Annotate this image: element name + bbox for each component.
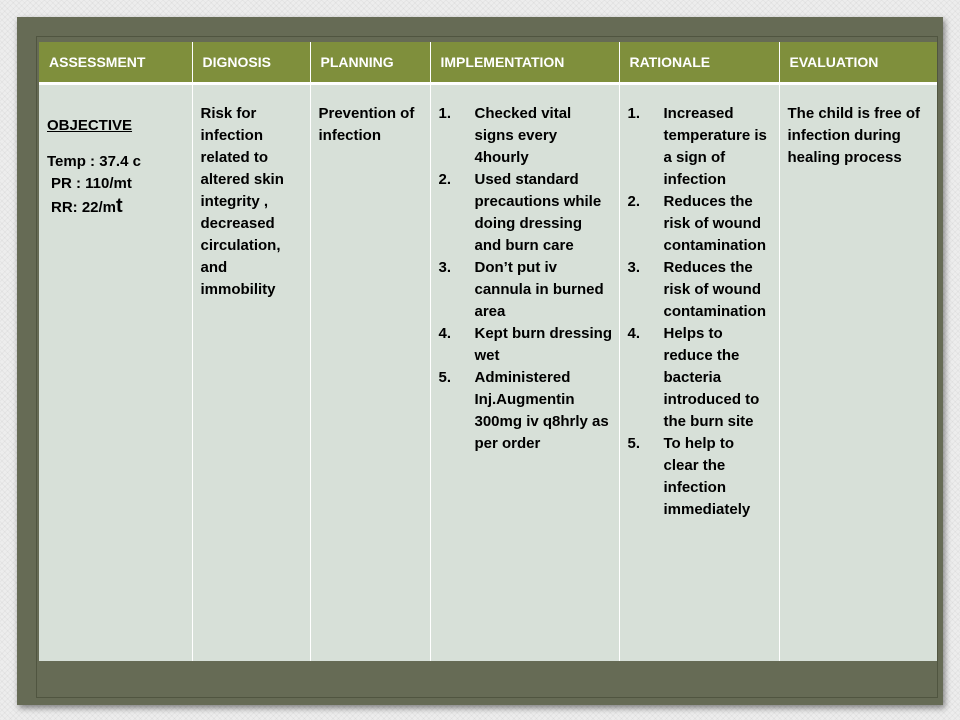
implementation-cell (430, 84, 619, 662)
table-row (39, 84, 937, 662)
list-item (628, 433, 773, 521)
vital-rr-suffix: t (116, 195, 123, 217)
list-item (628, 323, 773, 433)
list-number: 3. (438, 259, 452, 276)
list-item (439, 323, 613, 367)
header-rationale: RATIONALE (619, 42, 779, 84)
list-number: 5. (438, 369, 452, 386)
vital-rr (47, 195, 186, 219)
vital-temp: Temp : 37.4 c (47, 153, 141, 170)
implementation-list (439, 103, 613, 455)
list-text: Helps to reduce the bacteria introduced to the burn site (663, 325, 760, 430)
list-item (439, 257, 613, 323)
rationale-cell (619, 84, 779, 662)
vital-pr: PR : 110/mt (51, 175, 132, 192)
evaluation-cell: The child is free of infection during healing process (779, 84, 937, 662)
list-text: To help to clear the infection immediately (663, 435, 751, 518)
header-row (39, 42, 937, 84)
list-number: 2. (438, 171, 452, 188)
assessment-cell (39, 84, 192, 662)
diagnosis-cell: Risk for infection related to altered skin integrity , decreased circulation, and immobility (192, 84, 310, 662)
list-text: Used standard precautions while doing dressing and burn care (474, 171, 602, 254)
list-number: 4. (438, 325, 452, 342)
list-number: 3. (627, 259, 641, 276)
list-item (439, 169, 613, 257)
list-number: 1. (438, 105, 452, 122)
planning-cell: Prevention of infection (310, 84, 430, 662)
list-item (628, 103, 773, 191)
list-text: Administered Inj.Augmentin 300mg iv q8hrly as per order (474, 369, 609, 452)
list-text: Don’t put iv cannula in burned area (474, 259, 604, 320)
rationale-list (628, 103, 773, 521)
list-number: 1. (627, 105, 641, 122)
header-evaluation: EVALUATION (779, 42, 937, 84)
header-diagnosis: DIGNOSIS (192, 42, 310, 84)
list-number: 4. (627, 325, 641, 342)
list-item (628, 257, 773, 323)
objective-heading: OBJECTIVE (47, 117, 133, 134)
vital-rr-value: RR: 22/m (51, 199, 117, 216)
header-assessment: ASSESSMENT (39, 42, 192, 84)
list-text: Increased temperature is a sign of infection (663, 105, 767, 188)
list-item (628, 191, 773, 257)
list-text: Checked vital signs every 4hourly (474, 105, 572, 166)
list-number: 2. (627, 193, 641, 210)
list-text: Reduces the risk of wound contamination (663, 193, 767, 254)
list-text: Reduces the risk of wound contamination (663, 259, 767, 320)
nursing-care-plan-table (39, 42, 937, 661)
header-planning: PLANNING (310, 42, 430, 84)
list-text: Kept burn dressing wet (474, 325, 613, 364)
list-number: 5. (627, 435, 641, 452)
list-item (439, 103, 613, 169)
list-item (439, 367, 613, 455)
header-implementation: IMPLEMENTATION (430, 42, 619, 84)
